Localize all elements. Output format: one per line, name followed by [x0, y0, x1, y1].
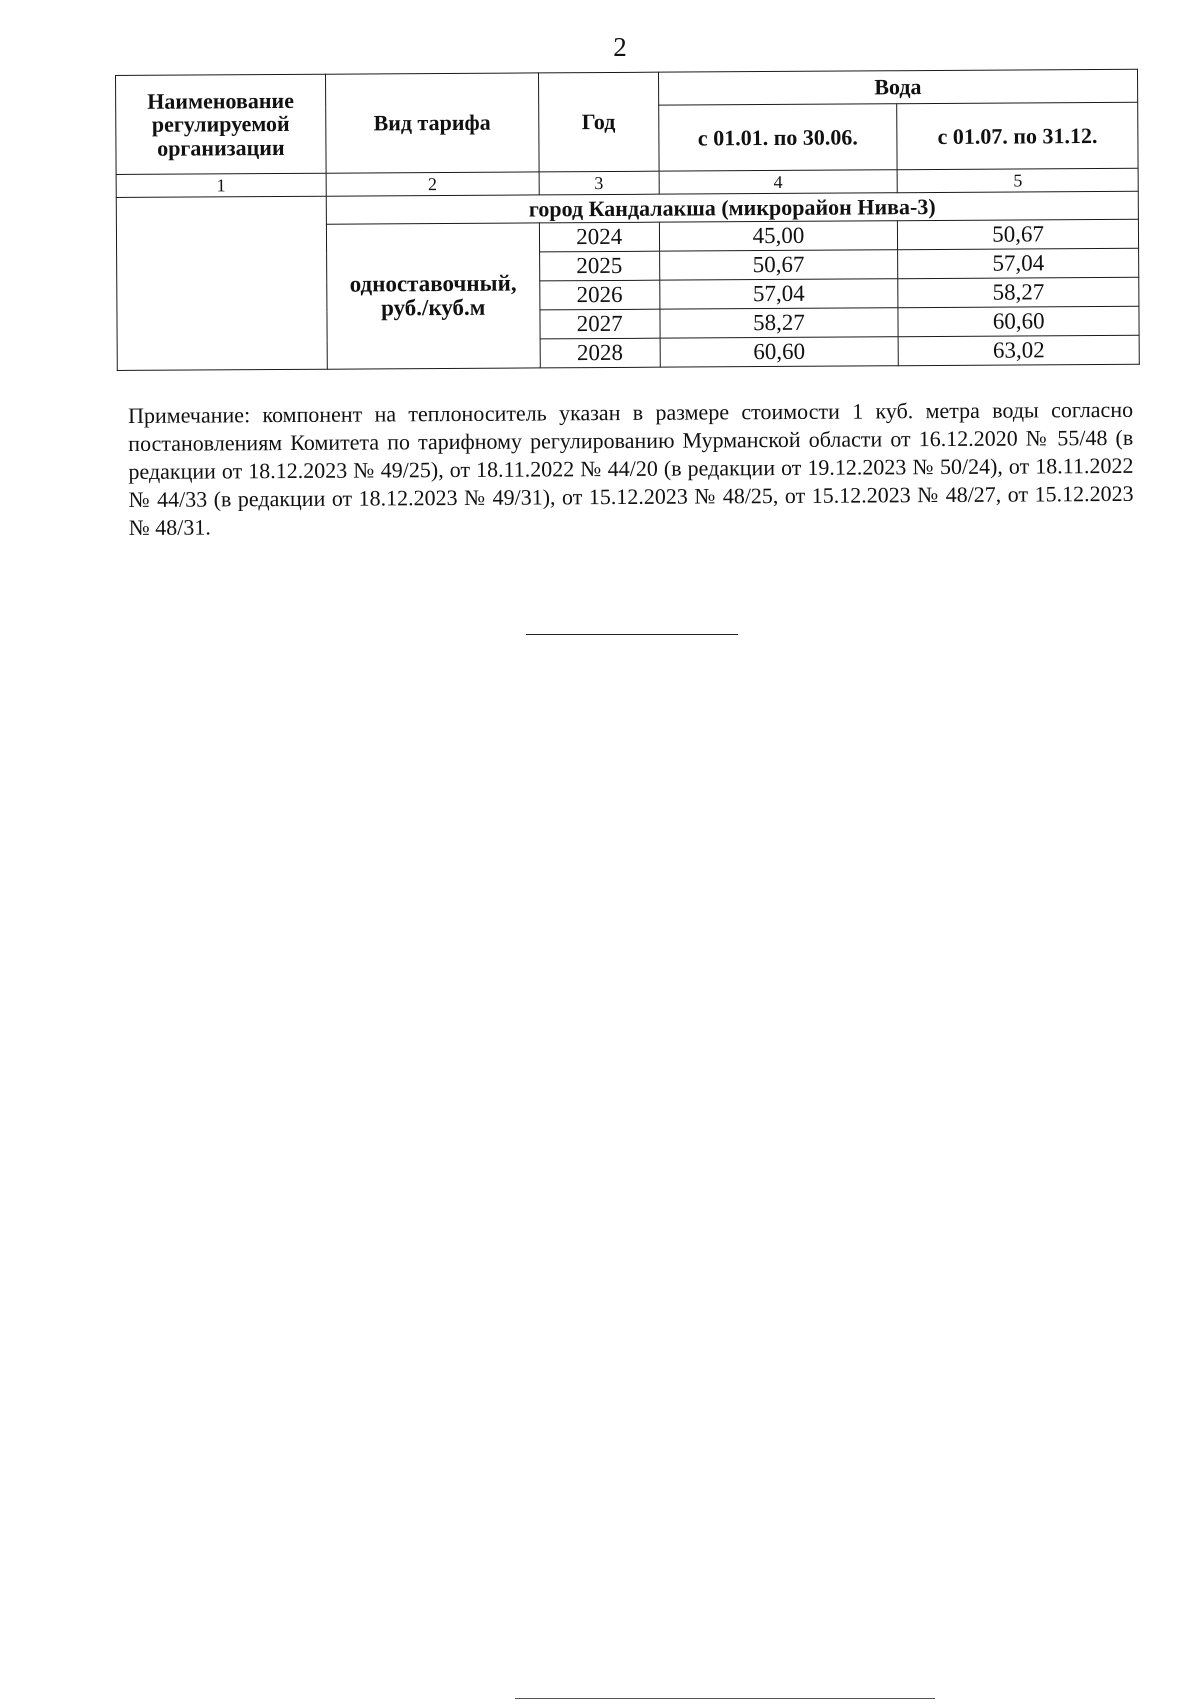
year-cell: 2024 [539, 222, 659, 252]
value-period-1: 45,00 [659, 221, 898, 251]
page-number: 2 [613, 32, 627, 62]
value-period-1: 57,04 [659, 279, 898, 309]
value-period-1: 58,27 [660, 308, 899, 338]
column-number: 2 [326, 172, 539, 196]
header-organization: Наименование регулируемой организации [116, 74, 326, 174]
value-period-2: 57,04 [898, 248, 1139, 278]
column-number: 4 [659, 170, 898, 194]
column-number: 5 [897, 168, 1138, 192]
header-period-2: с 01.07. по 31.12. [897, 102, 1138, 169]
year-cell: 2026 [540, 280, 660, 310]
header-water: Вода [658, 69, 1138, 105]
note [128, 396, 1134, 542]
value-period-2: 58,27 [898, 277, 1139, 307]
note-text: Примечание: компонент на теплоноситель указан в размере стоимости 1 куб. метра воды согласно постановлениям Комитета по тарифному регулированию Мурманской области от 16.12.2020 № 55/48 (в редакции от 18.12.2023 № 49/25), от 18.11.2022 № 44/20 (в редакции от 19.12.2023 № 50/24), от 18.11.2022 № 44/33 (в редакции от 18.12.2023 № 49/31), от 15.12.2023 № 48/25, от 15.12.2023 № 48/27, от 15.12.2023 № 48/31. [128, 396, 1134, 540]
header-tariff-type: Вид тарифа [325, 73, 539, 173]
separator-line [526, 634, 738, 635]
tariff-type-line-1: одноставочный, [349, 270, 517, 297]
value-period-2: 60,60 [898, 306, 1139, 336]
value-period-2: 50,67 [898, 219, 1139, 249]
value-period-1: 60,60 [660, 337, 899, 367]
value-period-1: 50,67 [659, 250, 898, 280]
bottom-edge-line [515, 1698, 935, 1699]
column-number: 1 [116, 173, 326, 197]
year-cell: 2025 [539, 251, 659, 281]
year-cell: 2028 [540, 338, 660, 368]
tariff-table [115, 69, 1140, 371]
header-year: Год [538, 72, 658, 172]
tariff-type-line-2: руб./куб.м [380, 294, 486, 321]
year-cell: 2027 [540, 309, 660, 339]
section-title: город Кандалакша (микрорайон Нива-3) [326, 191, 1138, 224]
header-period-1: с 01.01. по 30.06. [658, 104, 897, 171]
organization-cell [116, 196, 327, 370]
column-number: 3 [539, 171, 659, 195]
tariff-type-cell [326, 223, 540, 369]
value-period-2: 63,02 [898, 335, 1139, 365]
